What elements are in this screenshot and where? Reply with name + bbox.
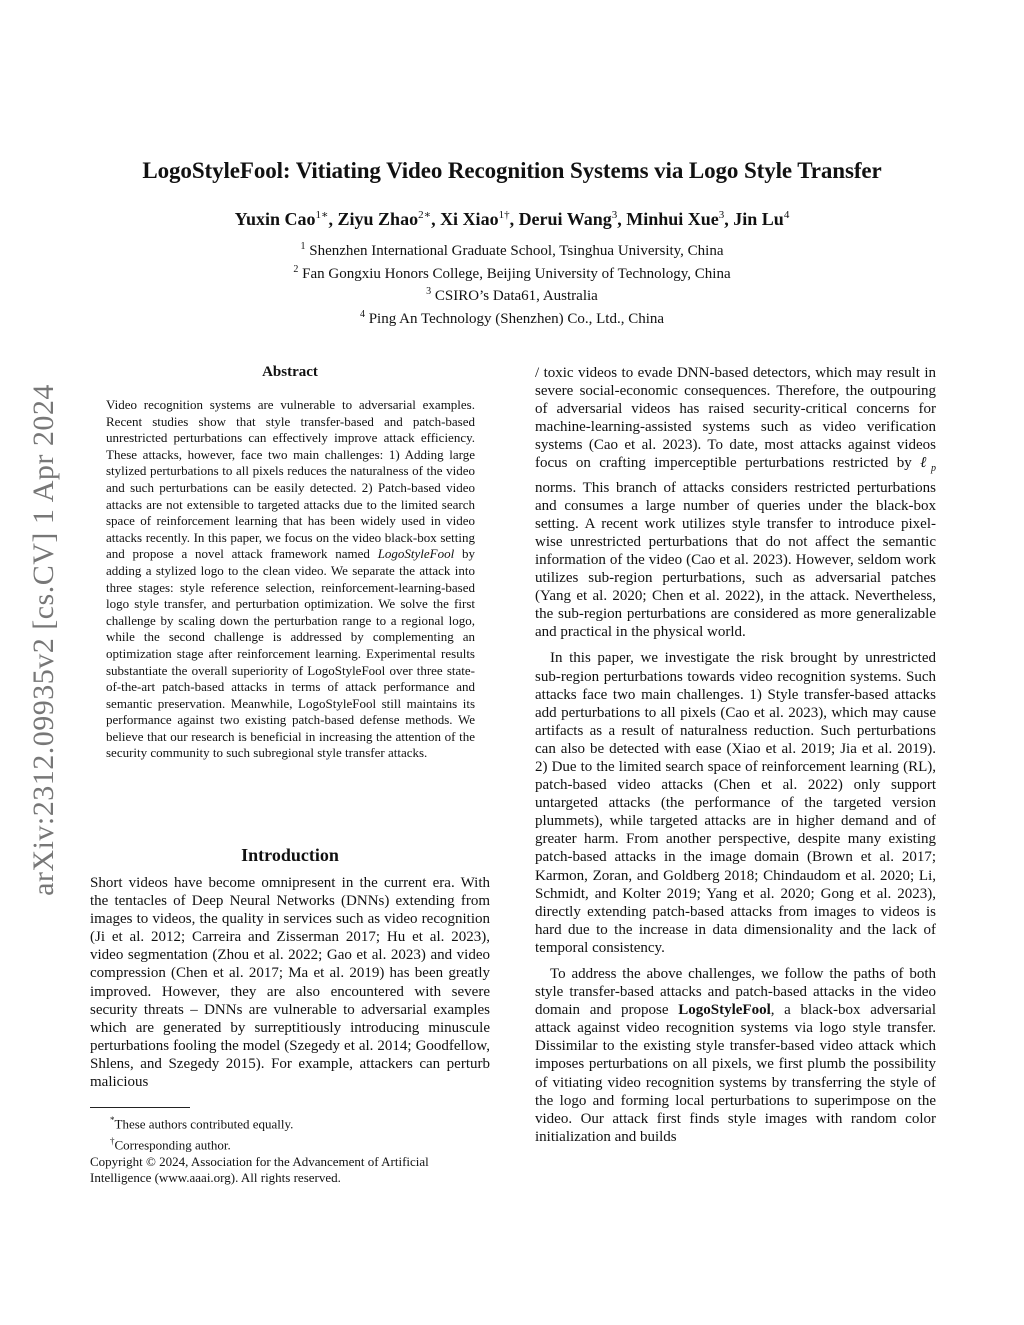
footnote-marker: * (110, 1115, 115, 1125)
affiliation-list (0, 238, 1024, 328)
body-text-part: norms. This branch of attacks considers restricted perturbations and consumes a large number of queries under the black-box setting. A recent work utilizes style transfer to introduce pixel-wise unrestricted perturbations that do not affect the semantic information of the video (Cao et al. 2023). However, seldom work utilizes sub-region perturbations, such as adversarial patches (Yang et al. 2020; Chen et al. 2022), in the attack. Nevertheless, the sub-region perturbations are considered as more generalizable and practical in the physical world. (535, 479, 936, 641)
author-affil-marker: 3 (718, 209, 725, 221)
body-paragraph (535, 364, 936, 641)
author-name: Yuxin Cao (234, 209, 316, 229)
footnote-marker: † (110, 1135, 115, 1146)
footnote-corresponding-author (90, 1133, 490, 1154)
abstract-body (106, 397, 475, 762)
footnote-equal-contribution (90, 1112, 490, 1133)
introduction-heading: Introduction (241, 845, 339, 865)
abstract-method-name: LogoStyleFool (377, 546, 455, 562)
affiliation-marker: 4 (359, 308, 365, 320)
body-paragraph (535, 965, 936, 1146)
method-name-bold: LogoStyleFool (678, 1002, 771, 1019)
introduction-body (90, 874, 490, 1091)
author-separator: , (509, 209, 519, 229)
author-separator: , (328, 209, 338, 229)
body-text-part: To address the above challenges, we follow the paths of both style transfer-based attacks and patch-based attacks in the video domain and propose (535, 966, 936, 1019)
footnotes (90, 1112, 490, 1187)
footnote-text: These authors contributed equally. (114, 1116, 294, 1132)
author-name: Xi Xiao (440, 209, 499, 229)
introduction-paragraph: Short videos have become omnipresent in the current era. With the tentacles of Deep Neural Networks (DNNs) extending from images to videos, the quality in services such as video recognition (Ji et al. 2012; Carreira and Zisserman 2017; Hu et al. 2023), video segmentation (Zhou et al. 2022; Gao et al. 2023) and video compression (Chen et al. 2017; Ma et al. 2019) has been greatly improved. However, they are also encountered with severe security threats – DNNs are vulnerable to adversarial examples which are generated by surreptitiously introducing minuscule perturbations fooling the model (Szegedy et al. 2014; Goodfellow, Shlens, and Szegedy 2015). For example, attackers can perturb malicious (90, 875, 490, 1091)
body-paragraph: In this paper, we investigate the risk brought by unrestricted sub-region perturbations towards video recognition systems. Such attacks face two main challenges. 1) Style transfer-based attacks add perturbations to all pixels (Cao et al. 2023), which may cause artifacts as a result of naturalness reduction. Such perturbations can also be detected with ease (Xiao et al. 2019; Jia et al. 2019). 2) Due to the limited search space of reinforcement learning (RL), patch-based video attacks (Chen et al. 2022) only support untargeted attacks (the performance of the targeted version plummets), while targeted attacks are in higher demand and of greater harm. From another perspective, despite many existing patch-based attacks in the image domain (Brown et al. 2017; Karmon, Zoran, and Goldberg 2018; Chindaudom et al. 2020; Li, Schmidt, and Kolter 2019; Yang et al. 2020; Gong et al. 2023), directly extending patch-based attacks from images to videos is hard due to the increase in data dimensionality and the lack of temporal consistency. (535, 650, 936, 956)
affiliation-line (0, 283, 1024, 306)
affiliation-marker: 1 (300, 241, 306, 252)
affiliation-text: Shenzhen International Graduate School, Tsinghua University, China (309, 243, 724, 259)
author-separator: , (617, 209, 627, 229)
affiliation-text: CSIRO’s Data61, Australia (434, 288, 598, 304)
copyright-notice: Copyright © 2024, Association for the Advancement of Artificial Intelligence (www.aaai.org). All rights reserved. (90, 1153, 429, 1186)
author-affil-marker: 2∗ (418, 209, 432, 221)
author-list (0, 208, 1024, 230)
author-affil-marker: 1† (498, 209, 510, 221)
abstract-text-part: Video recognition systems are vulnerable to adversarial examples. Recent studies show that style transfer-based and patch-based unrestricted perturbations can effectively improve attack efficiency. These attacks, however, face two main challenges: 1) Adding large stylized perturbations to all pixels reduces the naturalness of the video and such perturbations can be easily detected. 2) Patch-based video attacks are not extensible to targeted attacks due to the limited search space of reinforcement learning that has been widely used in video attacks recently. In this paper, we focus on the video black-box setting and propose a novel attack framework named (106, 397, 475, 562)
footnote-text: Corresponding author. (114, 1137, 231, 1153)
affiliation-marker: 2 (293, 263, 299, 275)
author-name: Minhui Xue (626, 209, 719, 229)
author-affil-marker: 4 (783, 209, 790, 221)
affiliation-line (0, 306, 1024, 329)
abstract-heading: Abstract (262, 364, 318, 380)
body-text-part: / toxic videos to evade DNN-based detectors, which may result in severe social-economic consequences. Therefore, the outpouring of adversarial videos has raised security-critical concerns for machine-learning-assisted systems such as video verification systems (Cao et al. 2023). To date, most attacks against videos focus on crafting imperceptible perturbations restricted by (535, 365, 936, 472)
affiliation-text: Fan Gongxiu Honors College, Beijing University of Technology, China (302, 265, 731, 282)
author-name: Jin Lu (733, 209, 784, 229)
arxiv-identifier-stamp: arXiv:2312.09935v2 [cs.CV] 1 Apr 2024 (27, 384, 60, 896)
author-affil-marker: 3 (611, 209, 618, 221)
norm-symbol: ℓ (920, 455, 932, 472)
author-name: Derui Wang (518, 209, 612, 229)
author-separator: , (431, 209, 441, 229)
affiliation-line (0, 261, 1024, 284)
paper-title: LogoStyleFool: Vitiating Video Recognition Systems via Logo Style Transfer (142, 158, 882, 183)
affiliation-text: Ping An Technology (Shenzhen) Co., Ltd., China (368, 310, 665, 327)
author-affil-marker: 1∗ (315, 209, 329, 221)
right-column-body (535, 364, 936, 1146)
body-text-part: , a black-box adversarial attack against video recognition systems via logo style transfer. Dissimilar to the existing style transfer-based video attack which imposes perturbations on all pixels, we first plumb the possibility of vitiating video recognition systems by transferring the style of the logo and forming local perturbations to superimpose on the video. Our attack first finds style images with random color initialization and builds (535, 1002, 936, 1145)
footnote-divider (90, 1107, 190, 1108)
affiliation-marker: 3 (426, 286, 432, 297)
author-name: Ziyu Zhao (337, 209, 419, 229)
norm-subscript: p (931, 463, 937, 475)
affiliation-line (0, 238, 1024, 261)
author-separator: , (724, 209, 734, 229)
abstract-text-part: by adding a stylized logo to the clean video. We separate the attack into three stages: style reference selection, reinforcement-learning-based logo style transfer, and perturbation optimization. We solve the first challenge by scaling down the perturbation range to a regional logo, while the second challenge is addressed by complementing an optimization stage after reinforcement learning. Experimental results substantiate the overall superiority of LogoStyleFool over three state-of-the-art patch-based attacks in terms of attack performance and semantic preservation. Meanwhile, LogoStyleFool still maintains its performance against two existing patch-based defense methods. We believe that our research is beneficial in increasing the attention of the security community to such subregional style transfer attacks. (106, 546, 476, 761)
